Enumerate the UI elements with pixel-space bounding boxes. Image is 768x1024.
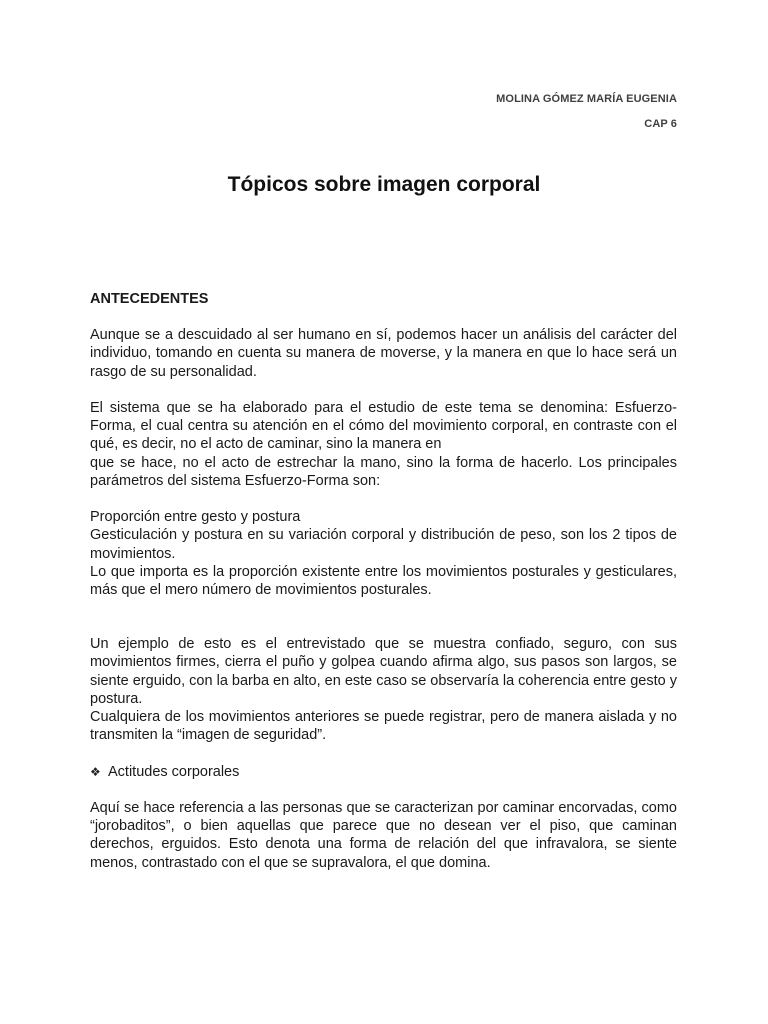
author-name: MOLINA GÓMEZ MARÍA EUGENIA	[496, 93, 677, 105]
paragraph-proportion-title: Proporción entre gesto y postura	[90, 509, 301, 526]
paragraph-gesticulation: Gesticulación y postura en su variación corporal y distribución de peso, son los 2 tipos de movimientos.	[90, 527, 677, 562]
chapter-label: CAP 6	[644, 118, 677, 130]
paragraph-proportion: Lo que importa es la proporción existente entre los movimientos posturales y gesticulares, más que el mero número de movimientos posturales.	[90, 563, 677, 599]
section-heading: ANTECEDENTES	[90, 291, 209, 307]
paragraph-example: Un ejemplo de esto es el entrevistado que se muestra confiado, seguro, con sus movimientos firmes, cierra el puño y golpea cuando afirma algo, sus pasos son largos, se siente erguido, con la barba en alto, en este caso se observaría la coherencia entre gesto y postura.	[90, 636, 677, 707]
document-body	[90, 290, 677, 872]
paragraph-attitudes: Aquí se hace referencia a las personas que se caracterizan por caminar encorvadas, como “jorobaditos”, o bien aquellas que parece que no desean ver el piso, que caminan derechos, erguidos. Esto denota una forma de relación del que infravalora, se siente menos, contrastado con el que se supravalora, el que domina.	[90, 800, 677, 871]
paragraph-system-cont: que se hace, no el acto de estrechar la mano, sino la forma de hacerlo. Los principales parámetros del sistema Esfuerzo-Forma son:	[90, 454, 677, 489]
paragraph-system: El sistema que se ha elaborado para el estudio de este tema se denomina: Esfuerzo-Forma, el cual centra su atención en el cómo del movimiento corporal, en contraste con el qué, es decir, no el acto de caminar, sino la manera en	[90, 400, 677, 453]
paragraph-intro: Aunque se a descuidado al ser humano en sí, podemos hacer un análisis del carácter del individuo, tomando en cuenta su manera de moverse, y la manera en que lo hace será un rasgo de su personalidad.	[90, 327, 677, 380]
paragraph-isolated: Cualquiera de los movimientos anteriores se puede registrar, pero de manera aislada y no transmiten la “imagen de seguridad”.	[90, 709, 677, 744]
document-title: Tópicos sobre imagen corporal	[227, 173, 541, 196]
bullet-label: Actitudes corporales	[108, 763, 240, 780]
four-diamond-bullet-icon: ❖	[90, 764, 101, 779]
bullet-item	[90, 763, 677, 781]
